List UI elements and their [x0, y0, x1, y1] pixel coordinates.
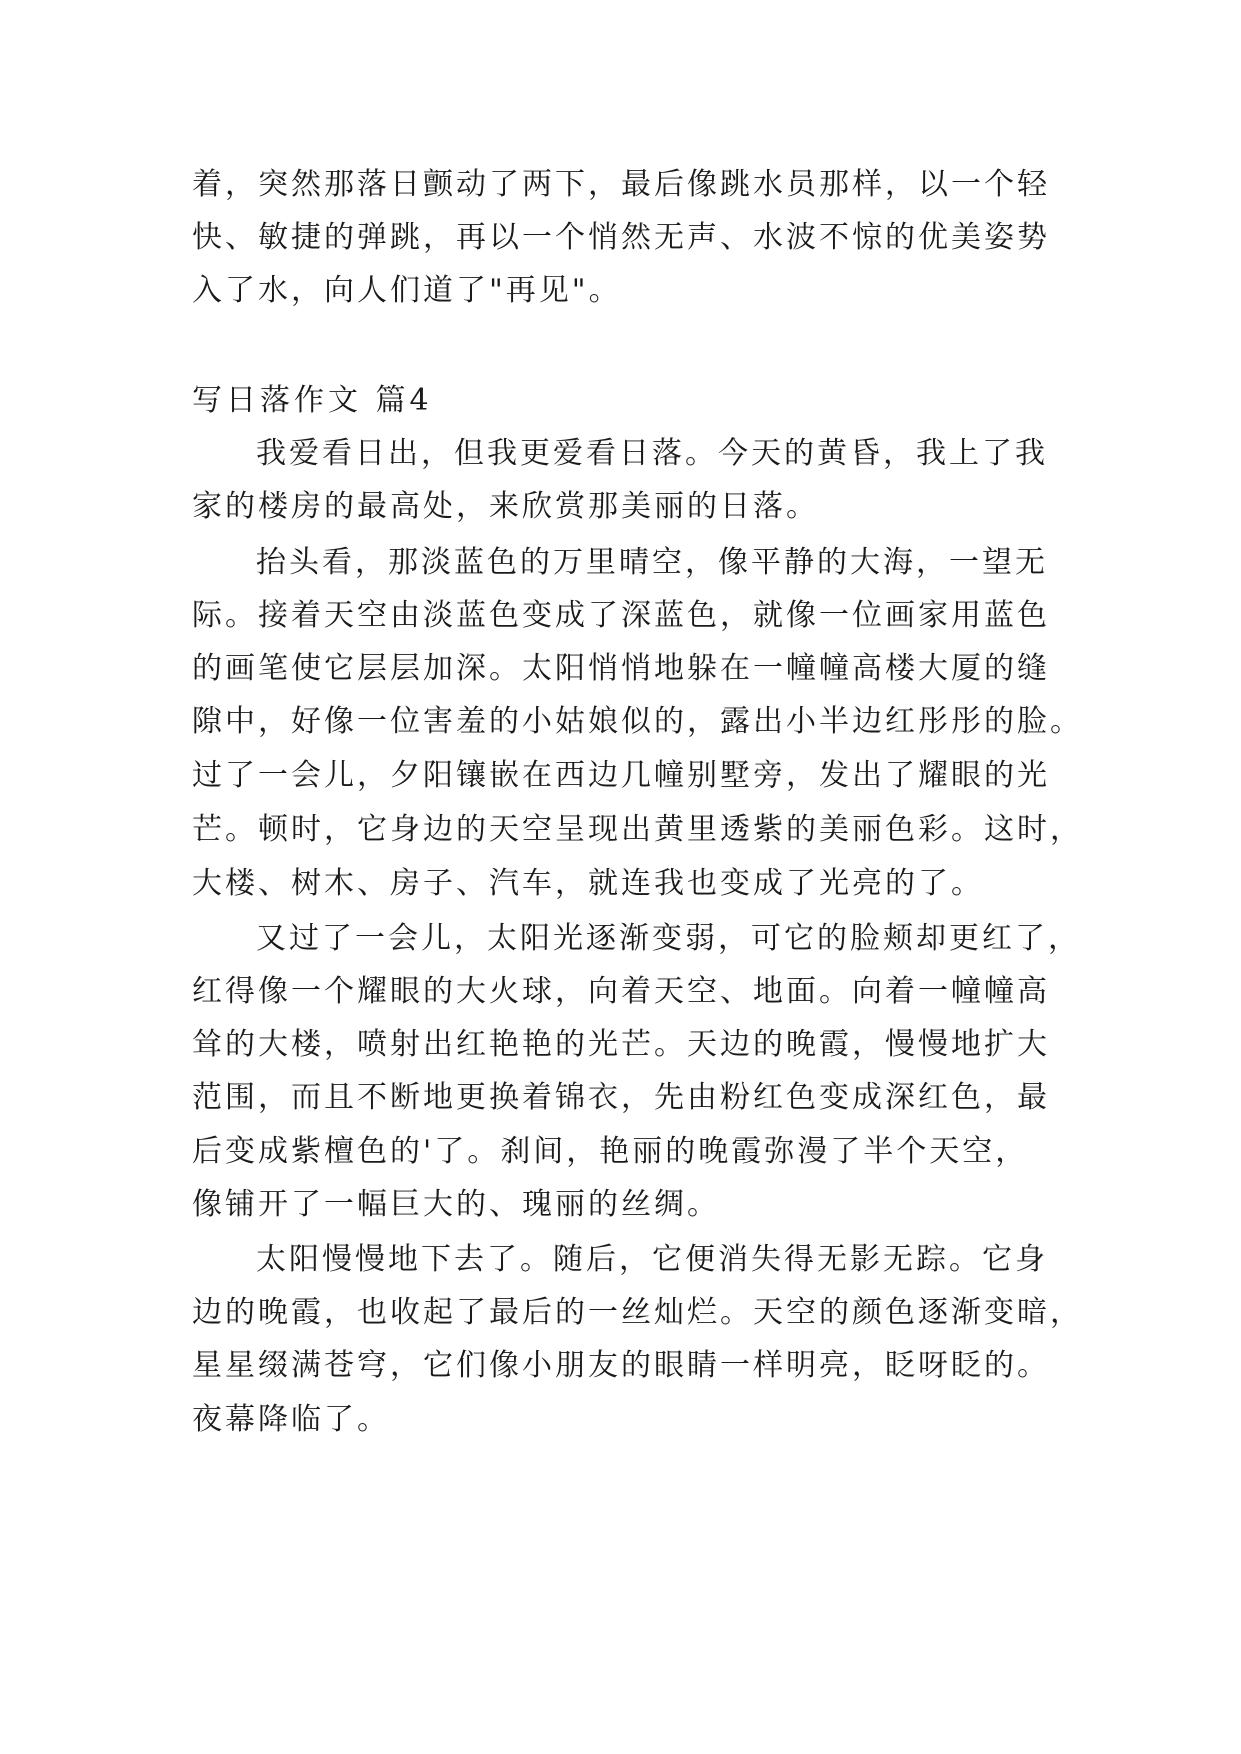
- text-line: 夜幕降临了。: [192, 1402, 390, 1437]
- text-line: 我爱看日出，但我更爱看日落。今天的黄昏，我上了我: [256, 436, 1048, 471]
- text-line: 耸的大楼，喷射出红艳艳的光芒。天边的晚霞，慢慢地扩大: [192, 1027, 1050, 1062]
- text-line: 家的楼房的最高处，来欣赏那美丽的日落。: [192, 489, 819, 524]
- text-line: 抬头看，那淡蓝色的万里晴空，像平静的大海，一望无: [256, 545, 1048, 580]
- text-line: 际。接着天空由淡蓝色变成了深蓝色，就像一位画家用蓝色: [192, 598, 1050, 633]
- text-line: 快、敏捷的弹跳，再以一个悄然无声、水波不惊的优美姿势: [192, 220, 1050, 255]
- text-line: 范围，而且不断地更换着锦衣，先由粉红色变成深红色，最: [192, 1080, 1050, 1115]
- text-line: 太阳慢慢地下去了。随后，它便消失得无影无踪。它身: [256, 1242, 1048, 1277]
- text-line: 大楼、树木、房子、汽车，就连我也变成了光亮的了。: [192, 866, 984, 901]
- text-line: 过了一会儿，夕阳镶嵌在西边几幢别墅旁，发出了耀眼的光: [192, 758, 1050, 793]
- section-title: 写日落作文 篇4: [192, 383, 433, 418]
- text-line: 入了水，向人们道了"再见"。: [192, 273, 622, 308]
- text-line: 芒。顿时，它身边的天空呈现出黄里透紫的美丽色彩。这时，: [192, 812, 1083, 847]
- text-line: 的画笔使它层层加深。太阳悄悄地躲在一幢幢高楼大厦的缝: [192, 651, 1050, 686]
- text-line: 隙中，好像一位害羞的小姑娘似的，露出小半边红彤彤的脸。: [192, 704, 1083, 739]
- text-line: 着，突然那落日颤动了两下，最后像跳水员那样，以一个轻: [192, 167, 1050, 202]
- text-line: 红得像一个耀眼的大火球，向着天空、地面。向着一幢幢高: [192, 974, 1050, 1009]
- text-line: 像铺开了一幅巨大的、瑰丽的丝绸。: [192, 1187, 720, 1222]
- text-line: 又过了一会儿，太阳光逐渐变弱，可它的脸颊却更红了，: [256, 921, 1081, 956]
- text-line: 星星缀满苍穹，它们像小朋友的眼睛一样明亮，眨呀眨的。: [192, 1348, 1050, 1383]
- text-line: 边的晚霞，也收起了最后的一丝灿烂。天空的颜色逐渐变暗，: [192, 1295, 1083, 1330]
- text-line: 后变成紫檀色的'了。刹间，艳丽的晚霞弥漫了半个天空，: [192, 1134, 1029, 1169]
